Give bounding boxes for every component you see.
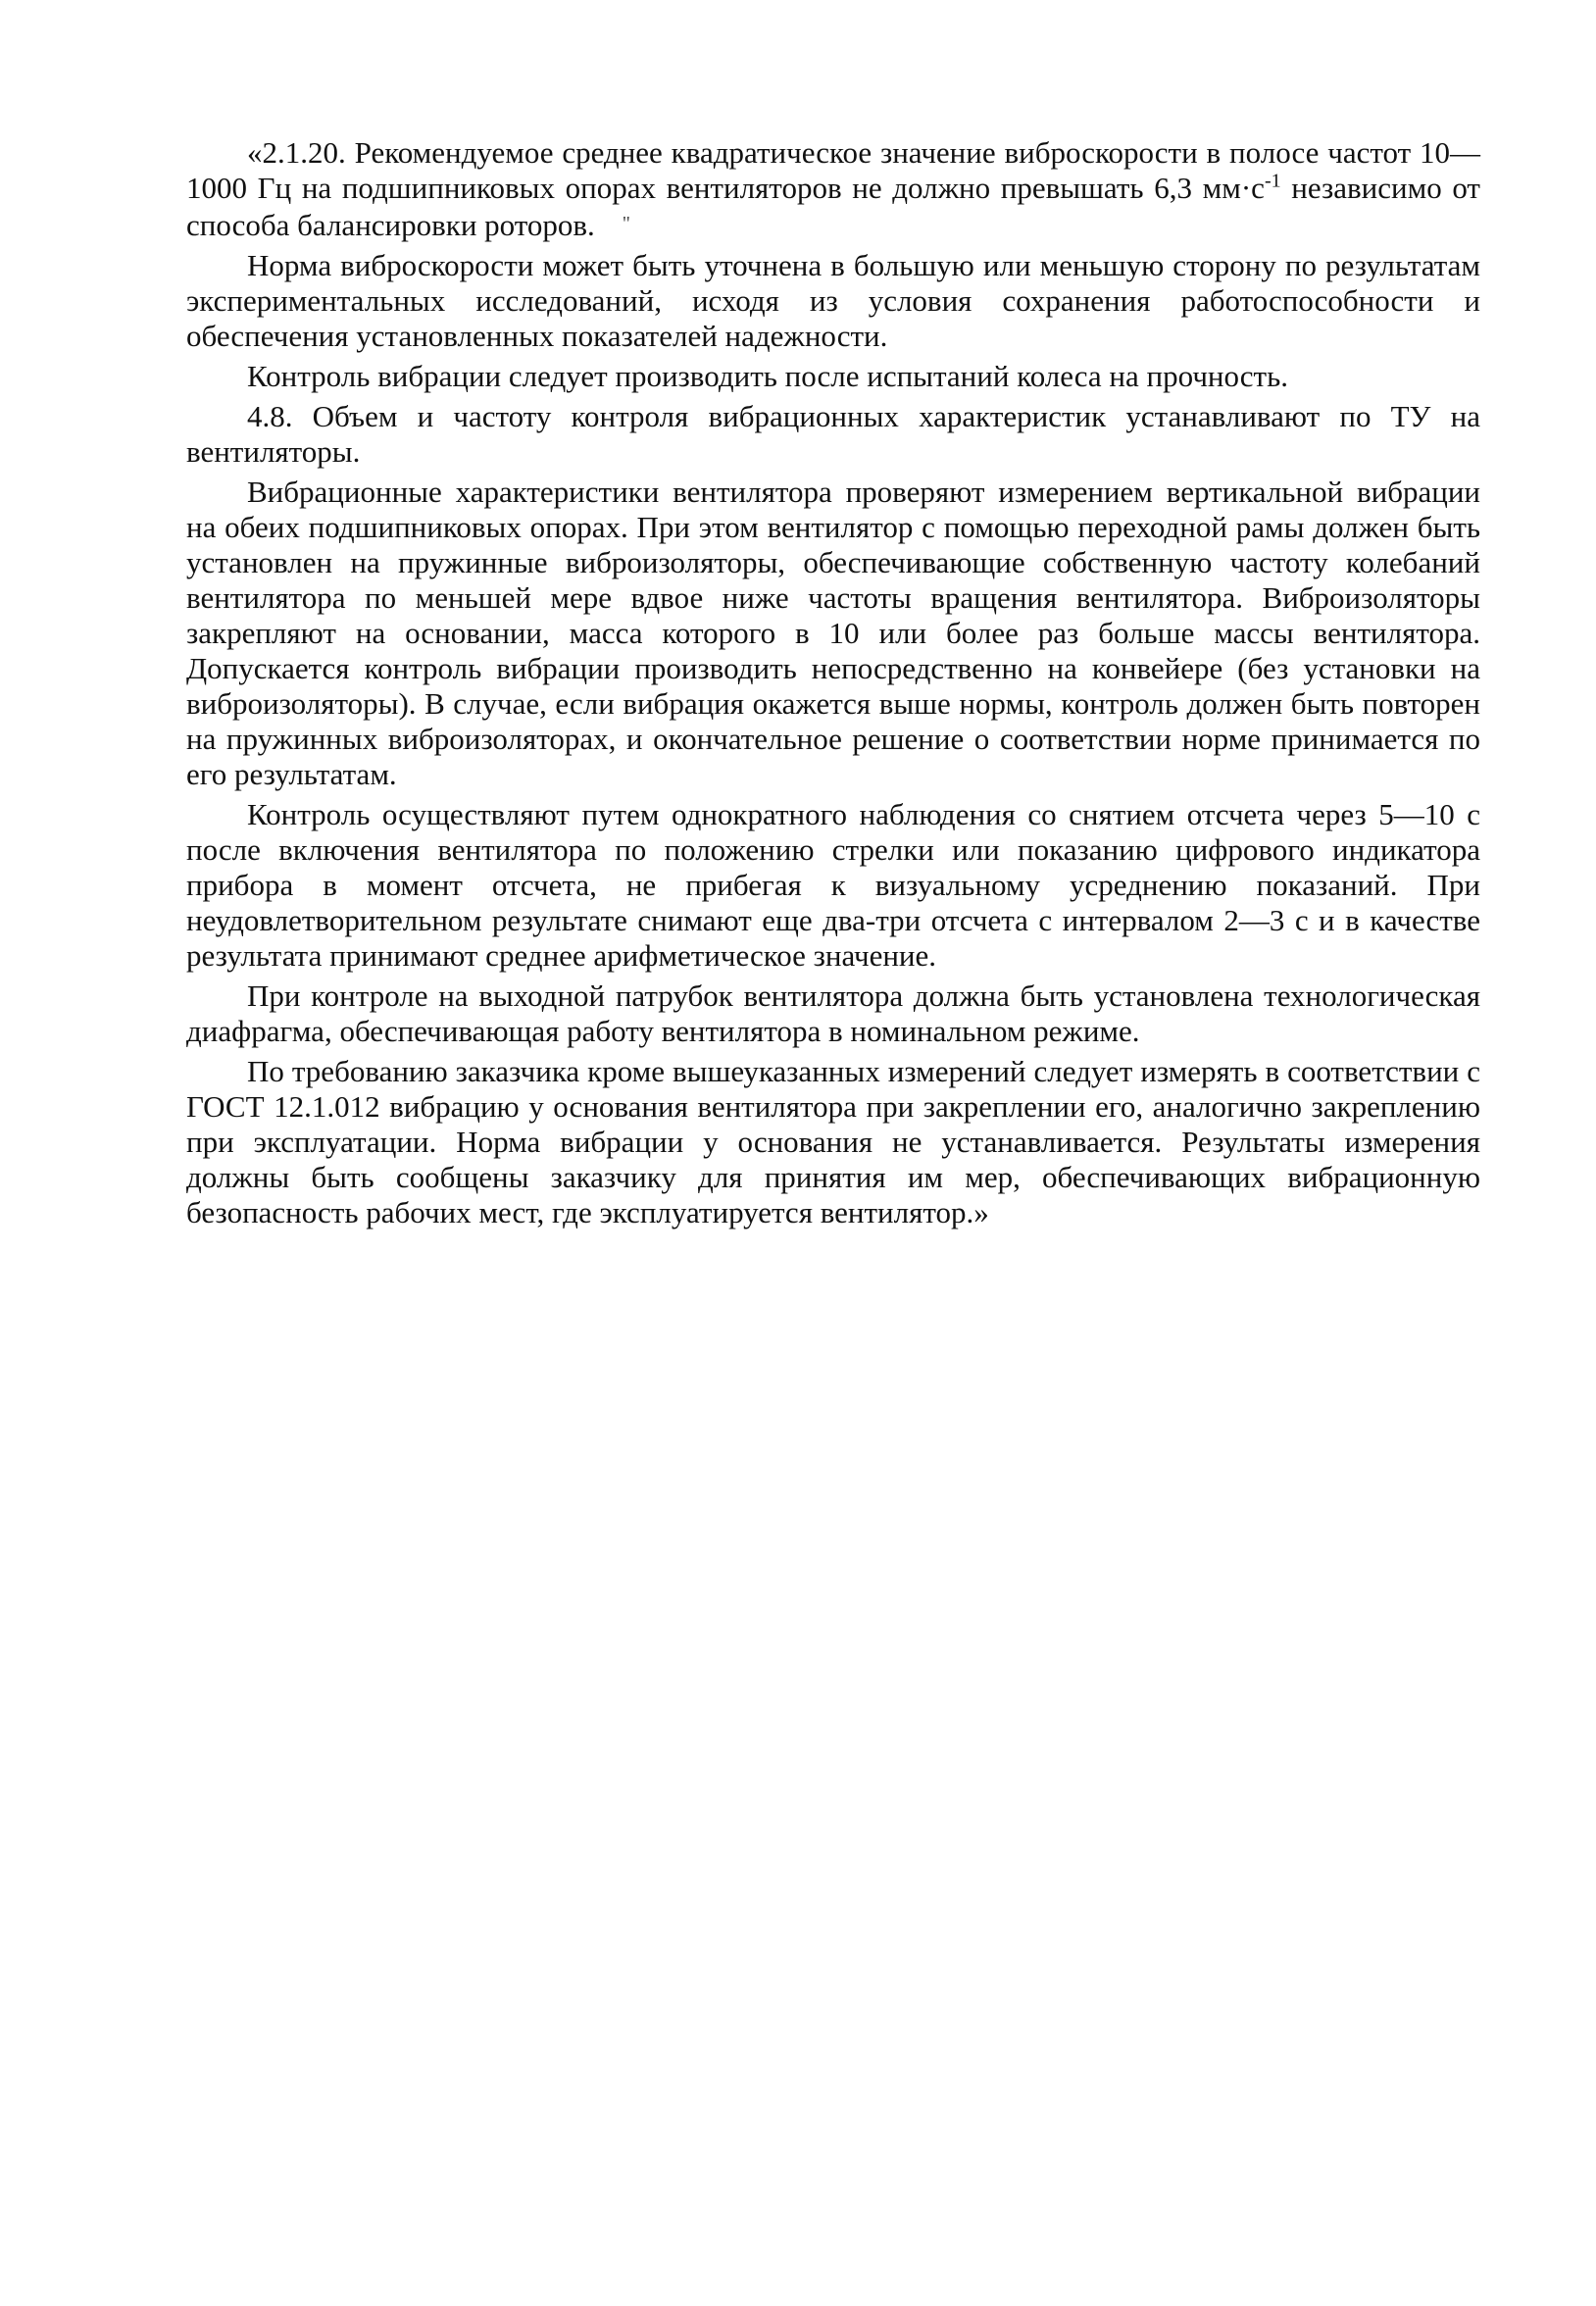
paragraph-2-1-20 — [186, 135, 1480, 243]
paragraph-customer-request: По требованию заказчика кроме вышеуказанных измерений следует измерять в соответствии с ГОСТ 12.1.012 вибрацию у основания вентилятора при закреплении его, аналогично закреплению при эксплуатации. Норма вибрации у основания не устанавливается. Результаты измерения должны быть сообщены заказчику для принятия им мер, обеспечивающих вибрационную безопасность рабочих мест, где эксплуатируется вентилятор.» — [186, 1054, 1480, 1229]
paragraph-vibration-characteristics: Вибрационные характеристики вентилятора проверяют измерением вертикальной вибрации на обеих подшипниковых опорах. При этом вентилятор с помощью переходной рамы должен быть установлен на пружинные виброизоляторы, обеспечивающие собственную частоту колебаний вентилятора по меньшей мере вдвое ниже частоты вращения вентилятора. Виброизоляторы закрепляют на основании, масса которого в 10 или более раз больше массы вентилятора. Допускается контроль вибрации производить непосредственно на конвейере (без установки на виброизоляторы). В случае, если вибрация окажется выше нормы, контроль должен быть повторен на пружинных виброизоляторах, и окончательное решение о соответствии норме принимается по его результатам. — [186, 475, 1480, 791]
paragraph-vibration-control: Контроль вибрации следует производить после испытаний колеса на прочность. — [247, 359, 1288, 393]
paragraph-diaphragm: При контроле на выходной патрубок вентилятора должна быть установлена технологическая диафрагма, обеспечивающая работу вентилятора в номинальном режиме. — [186, 978, 1480, 1048]
superscript-exponent: -1 — [1264, 170, 1281, 192]
paragraph-vibration-norm: Норма виброскорости может быть уточнена в большую или меньшую сторону по результатам экспериментальных исследований, исходя из условия сохранения работоспособности и обеспечения установленных показателей надежности. — [186, 248, 1480, 353]
paragraph-text: независимо от способа балансировки роторов. — [186, 171, 1480, 242]
paragraph-4-8: 4.8. Объем и частоту контроля вибрационных характеристик устанавливают по ТУ на вентиляторы. — [186, 399, 1480, 469]
scan-mark: " — [622, 213, 630, 234]
paragraph-text: «2.1.20. Рекомендуемое среднее квадратическое значение виброскорости в полосе частот 10—1000 Гц на подшипниковых опорах вентиляторов не должно превышать 6,3 мм·с — [186, 135, 1480, 205]
paragraph-control-procedure: Контроль осуществляют путем однократного наблюдения со снятием отсчета через 5—10 с после включения вентилятора по положению стрелки или показанию цифрового индикатора прибора в момент отсчета, не прибегая к визуальному усреднению показаний. При неудовлетворительном результате снимают еще два-три отсчета с интервалом 2—3 с и в качестве результата принимают среднее арифметическое значение. — [186, 797, 1480, 973]
document-page — [186, 135, 1480, 1235]
